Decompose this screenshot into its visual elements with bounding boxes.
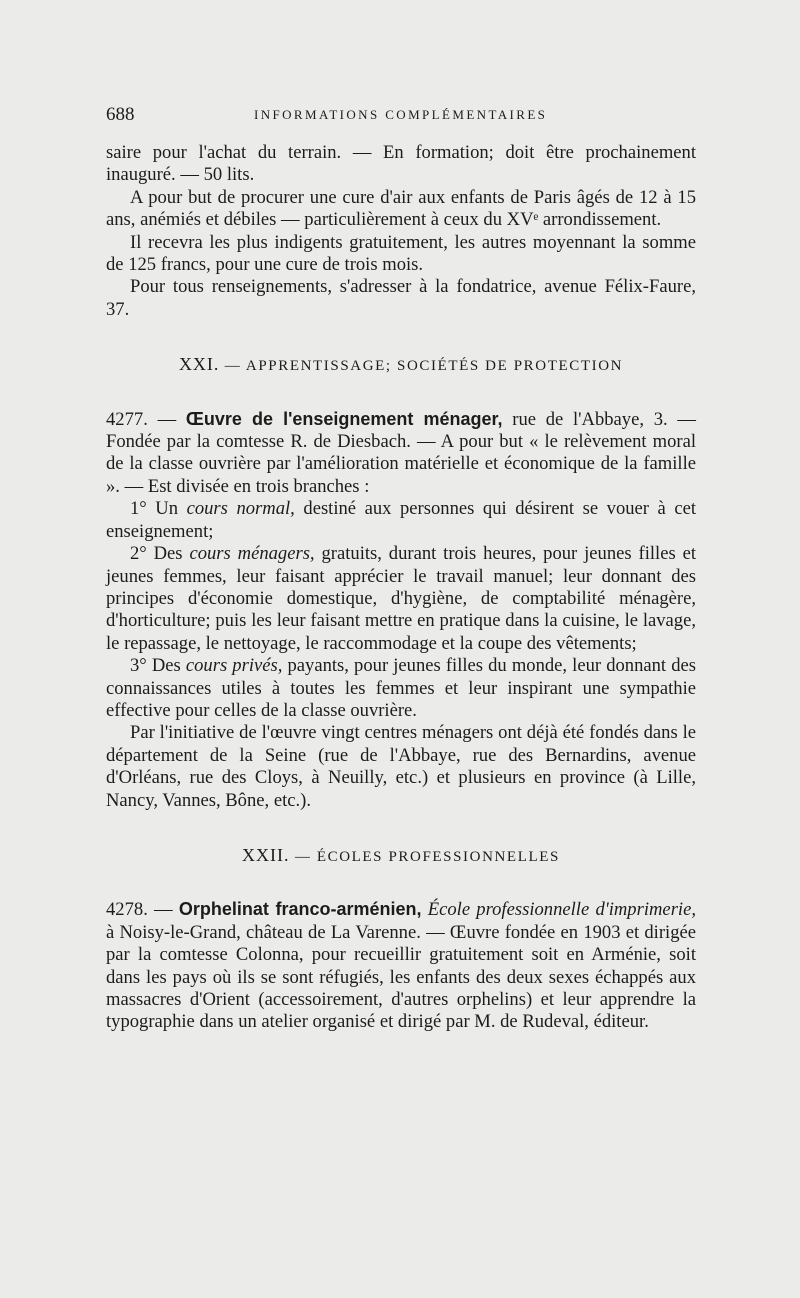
intro-paragraph-4: Pour tous renseignements, s'adresser à la fondatrice, avenue Félix-Faure, 37. xyxy=(106,276,696,320)
item-emphasis: cours ménagers, xyxy=(189,543,315,565)
entry-number: 4278. — xyxy=(106,899,173,921)
entry-4277 xyxy=(106,408,696,812)
entry-lead xyxy=(106,408,696,499)
item-text: payants, pour jeunes filles du monde, leur donnant des connaissances utiles à toutes les femmes et leur inspirant une sympathie effective pour celles de la classe ouvrière. xyxy=(106,655,696,721)
section-title: — APPRENTISSAGE; SOCIÉTÉS DE PROTECTION xyxy=(224,358,624,375)
intro-paragraph-1: saire pour l'achat du terrain. — En formation; doit être prochainement inauguré. — 50 lits. xyxy=(106,142,696,186)
section-heading-xxi xyxy=(106,353,696,377)
entry-title: Œuvre de l'enseignement ménager, xyxy=(185,408,503,429)
page-header xyxy=(106,104,676,128)
section-numeral: XXII. xyxy=(242,844,290,865)
entry-4278 xyxy=(106,898,696,1033)
entry-lead-text: rue de l'Abbaye, 3. — Fondée par la comtesse R. de Diesbach. — A pour but « le relèvement moral de la classe ouvrière par l'amélioration matérielle et économique de la famille ». — Est divisée en trois branches : xyxy=(106,408,696,497)
item-prefix: 1° Un xyxy=(130,498,179,520)
entry-subtitle: École professionnelle d'imprimerie, xyxy=(427,899,696,921)
running-title: INFORMATIONS COMPLÉMENTAIRES xyxy=(254,107,548,122)
item-text: destiné aux personnes qui désirent se vouer à cet enseignement; xyxy=(106,498,697,542)
item-prefix: 2° Des xyxy=(130,543,183,565)
entry-number: 4277. — xyxy=(106,408,177,430)
entry-text: à Noisy-le-Grand, château de La Varenne. — Œuvre fondée en 1903 et dirigée par la comtesse Colonna, pour recueillir gratuitement soit en Arménie, soit dans les pays où ils se sont réfugiés, les enfants des deux sexes échappés aux massacres d'Orient (accessoirement, d'autres orphelins) et leur apprendre la typographie dans un atelier organisé et dirigé par M. de Rudeval, éditeur. xyxy=(106,921,696,1033)
entry-title: Orphelinat franco-arménien, xyxy=(178,899,422,920)
entry-item-3 xyxy=(106,655,696,722)
page-body xyxy=(106,142,696,1034)
section-title: — ÉCOLES PROFESSIONNELLES xyxy=(294,848,560,865)
entry-item-2 xyxy=(106,543,696,655)
item-prefix: 3° Des xyxy=(130,655,181,677)
item-emphasis: cours normal, xyxy=(186,498,295,520)
intro-paragraph-2: A pour but de procurer une cure d'air aux enfants de Paris âgés de 12 à 15 ans, anémiés et débiles — particulièrement à ceux du XVᵉ arrondissement. xyxy=(106,186,696,231)
item-emphasis: cours privés, xyxy=(185,655,283,677)
section-numeral: XXI. xyxy=(178,354,220,375)
item-text: gratuits, durant trois heures, pour jeunes filles et jeunes femmes, leur faisant apprécier le travail manuel; leur donnant des principes d'économie domestique, d'hygiène, de comptabilité ménagère, d'horticulture; puis les leur faisant mettre en pratique dans la cuisine, le lavage, le repassage, le nettoyage, le raccommodage et la coupe des vêtements; xyxy=(106,543,696,654)
page-number: 688 xyxy=(106,104,135,125)
intro-paragraph-3: Il recevra les plus indigents gratuitement, les autres moyennant la somme de 125 francs, pour une cure de trois mois. xyxy=(106,231,696,276)
section-heading-xxii xyxy=(106,844,696,868)
entry-item-1 xyxy=(106,498,696,543)
entry-closing: Par l'initiative de l'œuvre vingt centres ménagers ont déjà été fondés dans le département de la Seine (rue de l'Abbaye, rue des Bernardins, avenue d'Orléans, rue des Cloys, à Neuilly, etc.) et plusieurs en province (à Lille, Nancy, Vannes, Bône, etc.). xyxy=(106,722,696,811)
entry-lead xyxy=(106,898,696,1033)
